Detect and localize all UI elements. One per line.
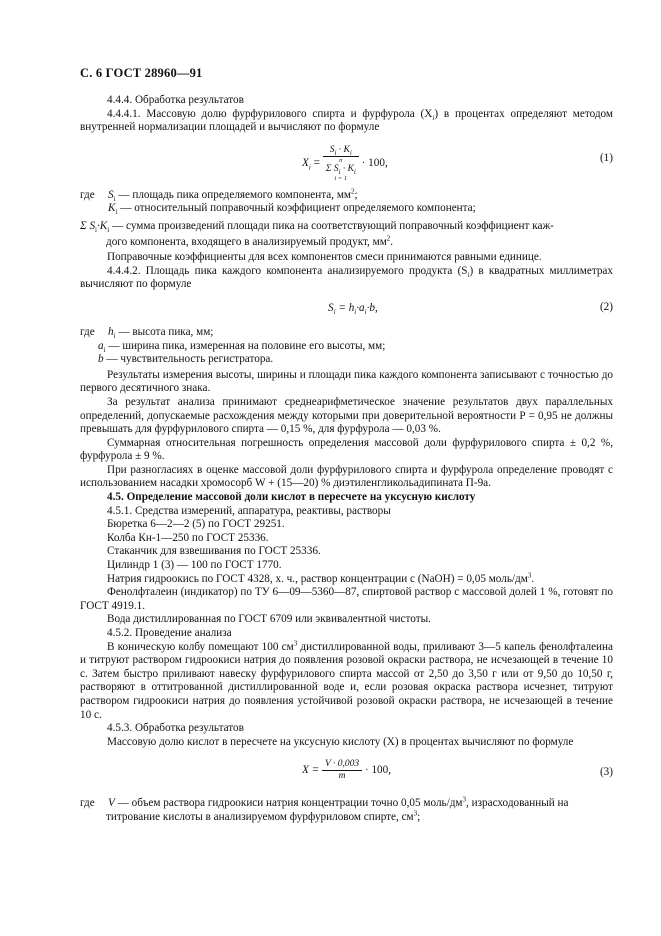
list-item: Фенолфталеин (индикатор) по ТУ 6—09—5360—87, спиртовой раствор с массовой долей 1 %, готовят по ГОСТ 4919.1.	[80, 586, 613, 612]
paragraph-4442: 4.4.4.2. Площадь пика каждого компонента анализируемого продукта $(S_i)$ в квадратных миллиметрах вычисляют по формуле	[80, 264, 613, 291]
results-paragraph-1: Результаты измерения высоты, ширины и площади пика каждого компонента записывают с точностью до первого десятичного знака.	[80, 368, 613, 395]
formula-2-definitions: где $h_i$ — высота пика, мм; $a_i$ — ширина пика, измеренная на половине его высоты, мм; b — чувствительность регистратора.	[80, 325, 386, 366]
formula-1-definitions: где $S_i$ — площадь пика определяемого компонента, $мм^2$; $K_i$ — относительный поправочный коэффициент определяемого компонента; Σ $S_i\cdot K_i$ — сумма произведений площади пика на соответствующий поправочный коэффициент каж- дого компонента, входящего в анализируемый продукт, $мм^2$.	[80, 187, 554, 248]
section-heading-444: 4.4.4. Обработка результатов	[107, 94, 244, 106]
results-paragraph-2: За результат анализа принимают среднеарифметическое значение результатов двух параллельных определений, допускаемые расхождения между которыми при доверительной вероятности P = 0,95 не должны превышать для фурфурилового спирта — 0,15 %, для фурфурола — 0,03 %.	[80, 395, 613, 436]
page-header: С. 6 ГОСТ 28960—91	[80, 66, 203, 80]
formula-2-number: (2)	[599, 300, 613, 313]
formula-3-number: (3)	[599, 766, 613, 779]
formula-1: $X_i$ = $S_i \cdot K_i$ n Σ $S_i \cdot K_i$ i = 1 · 100, (1)	[302, 144, 613, 182]
list-item: 4.5.1. Средства измерений, аппаратура, реактивы, растворы	[107, 504, 391, 517]
procedure-paragraph: В коническую колбу помещают 100 $см^3$ дистиллированной воды, приливают 3—5 капель фенолфталеина и титруют раствором гидроокиси натрия до появления розовой окраски раствора, не исчезающей в течение 10 с. Затем быстро приливают навеску фурфурилового спирта массой от 2,50 до 3,50 г или от 9,50 до 10,50 г, растворяют в оттитрованной дистиллированной воде и, если розовая окраска раствора исчезнет, титруют раствором гидроокиси натрия до появления устойчивой розовой окраски раствора, не исчезающей в течение 10 с.	[80, 638, 613, 721]
formula-1-number: (1)	[599, 151, 613, 164]
formula-3-intro: Массовую долю кислот в пересчете на уксусную кислоту (X) в процентах вычисляют по формуле	[107, 735, 574, 748]
formula-1-fraction: $S_i \cdot K_i$ n Σ $S_i \cdot K_i$ i = 1	[323, 145, 359, 182]
section-heading-453: 4.5.3. Обработка результатов	[107, 722, 244, 735]
list-item: Цилиндр 1 (3) — 100 по ГОСТ 1770.	[107, 559, 282, 572]
paragraph-4441: 4.4.4.1. Массовую долю фурфурилового спирта и фурфурола $(X_i)$ в процентах определяют методом внутренней нормализации площадей и вычисляют по формуле	[80, 107, 613, 134]
formula-3-definitions: где V — объем раствора гидроокиси натрия концентрации точно 0,05 моль/$дм^3$, израсходованный на титрование кислоты в анализируемом фурфуриловом спирте, $см^3$;	[80, 795, 569, 823]
list-item: Вода дистиллированная по ГОСТ 6709 или эквивалентной чистоты.	[107, 613, 431, 626]
list-item: Натрия гидроокись по ГОСТ 4328, х. ч., раствор концентрации c (NaOH) = 0,05 моль/$дм^3$.	[107, 570, 535, 585]
formula-2: $S_i = h_i\cdot a_i\cdot b$, (2)	[328, 300, 613, 317]
list-item: Колба Кн-1—250 по ГОСТ 25336.	[107, 531, 269, 544]
section-heading-45: 4.5. Определение массовой доли кислот в пересчете на уксусную кислоту	[107, 491, 476, 504]
section-heading-452: 4.5.2. Проведение анализа	[107, 627, 232, 639]
results-paragraph-4: При разногласиях в оценке массовой доли фурфурилового спирта и фурфурола определение проводят с использованием насадки хромосорб W + (15—20) % диэтиленгликольадипината П-9а.	[80, 463, 613, 490]
results-paragraph-3: Суммарная относительная погрешность определения массовой доли фурфурилового спирта ± 0,2 %, фурфурола ± 9 %.	[80, 436, 613, 463]
list-item: Бюретка 6—2—2 (5) по ГОСТ 29251.	[107, 518, 285, 531]
list-item: Стаканчик для взвешивания по ГОСТ 25336.	[107, 545, 321, 558]
formula-3: X = $\frac{V \cdot 0,003}{m}$ · 100, (3)	[302, 759, 613, 782]
correction-note: Поправочные коэффициенты для всех компонентов смеси принимаются равными единице.	[107, 251, 542, 264]
formula-3-fraction: $\frac{V \cdot 0,003}{m}$	[322, 759, 362, 782]
document-body	[80, 94, 613, 827]
